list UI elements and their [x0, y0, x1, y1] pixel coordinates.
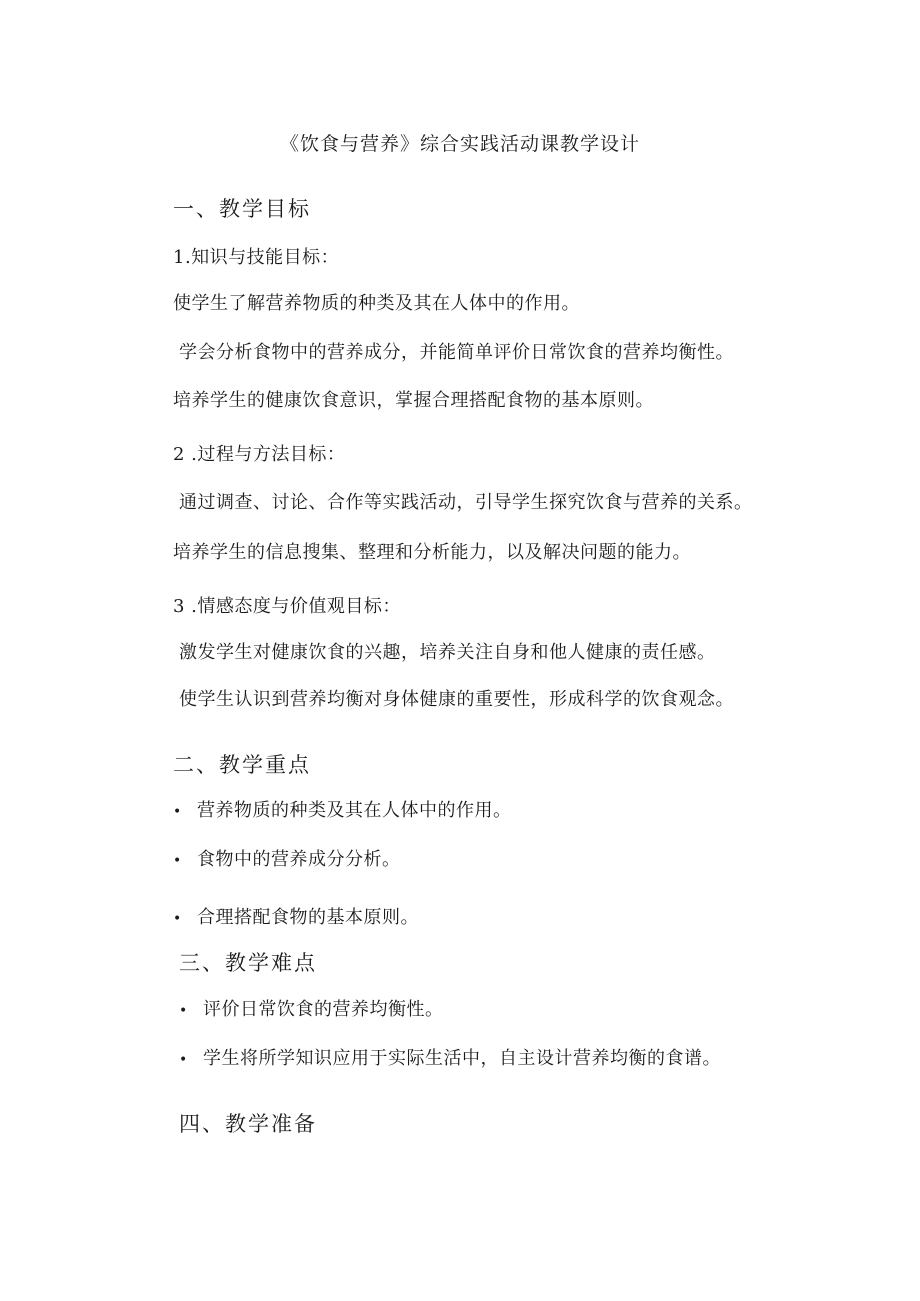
- paragraph-line: 使学生认识到营养均衡对身体健康的重要性，形成科学的饮食观念。: [179, 689, 734, 710]
- paragraph-line: 激发学生对健康饮食的兴趣，培养关注自身和他人健康的责任感。: [179, 642, 716, 663]
- sub-heading-process-method: 2 .过程与方法目标：: [173, 444, 346, 465]
- list-item-text: 学生将所学知识应用于实际生活中，自主设计营养均衡的食谱。: [203, 1048, 721, 1069]
- section-heading-difficulties: 三、教学难点: [179, 951, 317, 975]
- list-item: [179, 998, 444, 1023]
- paragraph-line: 使学生了解营养物质的种类及其在人体中的作用。: [173, 293, 580, 314]
- sub-heading-emotion-values: 3 .情感态度与价值观目标：: [173, 596, 401, 617]
- list-item-text: 合理搭配食物的基本原则。: [197, 907, 419, 928]
- section-heading-key-points: 二、教学重点: [173, 753, 311, 777]
- section-heading-objectives: 一、教学目标: [173, 197, 311, 221]
- paragraph-line: 培养学生的健康饮食意识，掌握合理搭配食物的基本原则。: [173, 390, 654, 411]
- sub-heading-knowledge-skills: 1.知识与技能目标：: [173, 247, 340, 268]
- list-item: [179, 1047, 721, 1072]
- bullet-icon: •: [173, 853, 182, 869]
- list-item-text: 营养物质的种类及其在人体中的作用。: [197, 800, 512, 821]
- bullet-icon: •: [179, 1052, 188, 1068]
- paragraph-line: 培养学生的信息搜集、整理和分析能力，以及解决问题的能力。: [173, 542, 691, 563]
- bullet-icon: •: [173, 911, 182, 927]
- bullet-icon: •: [179, 1003, 188, 1019]
- document-title: 《饮食与营养》综合实践活动课教学设计: [279, 133, 640, 155]
- section-heading-preparation: 四、教学准备: [179, 1112, 317, 1136]
- bullet-icon: •: [173, 804, 182, 820]
- list-item: [173, 906, 419, 931]
- paragraph-line: 通过调查、讨论、合作等实践活动，引导学生探究饮食与营养的关系。: [179, 492, 753, 513]
- list-item-text: 食物中的营养成分分析。: [197, 849, 401, 870]
- list-item-text: 评价日常饮食的营养均衡性。: [203, 999, 444, 1020]
- list-item: [173, 799, 512, 824]
- paragraph-line: 学会分析食物中的营养成分，并能简单评价日常饮食的营养均衡性。: [179, 342, 734, 363]
- list-item: [173, 848, 401, 873]
